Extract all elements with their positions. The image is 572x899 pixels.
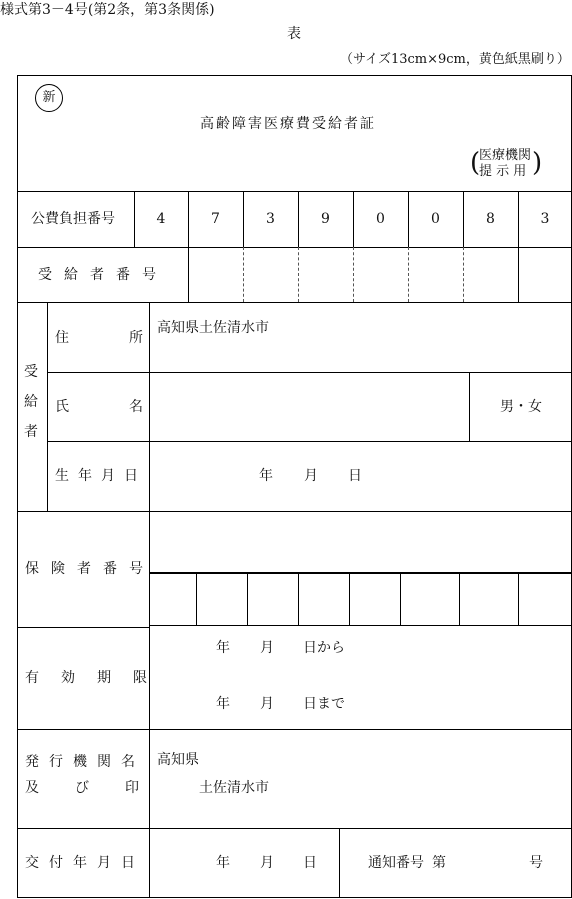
recipient-group-label: 受給者 bbox=[24, 364, 38, 440]
validity-from-year: 年 bbox=[216, 640, 230, 656]
certificate-frame bbox=[17, 75, 572, 898]
address-value: 高知県土佐清水市 bbox=[157, 320, 269, 336]
public-burden-digit: 4 bbox=[156, 211, 166, 227]
form-number: 様式第3－4号(第2条，第3条関係) bbox=[0, 2, 215, 18]
validity-label: 有効期限 bbox=[25, 670, 169, 686]
issuer-value-2: 土佐清水市 bbox=[199, 780, 269, 796]
notice-prefix: 第 bbox=[432, 855, 446, 871]
recipient-number-label: 受給者番号 bbox=[38, 267, 168, 283]
public-burden-label: 公費負担番号 bbox=[31, 211, 115, 227]
issue-month: 月 bbox=[260, 855, 274, 871]
provision-line-1: 医療機関 bbox=[479, 148, 532, 163]
issuer-label-1: 発行機関名 bbox=[25, 754, 145, 770]
sex-value: 男・女 bbox=[500, 399, 542, 415]
issuer-value-1: 高知県 bbox=[157, 752, 199, 768]
address-label: 住所 bbox=[55, 330, 203, 346]
issue-year: 年 bbox=[216, 855, 230, 871]
validity-to-month: 月 bbox=[260, 696, 274, 712]
public-burden-digit: 7 bbox=[211, 211, 220, 227]
issuer-label-2: 及び印 bbox=[25, 780, 175, 796]
public-burden-digit: 3 bbox=[540, 211, 550, 227]
provision-line-2: 提 示 用 bbox=[479, 164, 527, 179]
birth-day: 日 bbox=[348, 468, 362, 484]
validity-to-year: 年 bbox=[216, 696, 230, 712]
insurer-label: 保険者番号 bbox=[25, 561, 155, 577]
public-burden-digit: 0 bbox=[376, 211, 385, 227]
birth-label: 生年月日 bbox=[55, 468, 147, 484]
public-burden-digit: 3 bbox=[266, 211, 275, 227]
birth-year: 年 bbox=[259, 468, 273, 484]
birth-month: 月 bbox=[304, 468, 318, 484]
validity-from-day: 日から bbox=[303, 640, 345, 656]
notice-label: 通知番号 bbox=[368, 855, 424, 871]
public-burden-digit: 8 bbox=[486, 211, 495, 227]
public-burden-digit: 0 bbox=[431, 211, 440, 227]
issue-day: 日 bbox=[303, 855, 317, 871]
validity-to-day: 日まで bbox=[303, 696, 345, 712]
certificate-title: 高齢障害医療費受給者証 bbox=[200, 116, 376, 132]
issue-date-label: 交付年月日 bbox=[25, 855, 145, 871]
notice-suffix: 号 bbox=[529, 855, 543, 871]
public-burden-digit: 9 bbox=[321, 211, 330, 227]
provision-note: ( ) 医療機関 提 示 用 bbox=[470, 148, 543, 179]
validity-from-month: 月 bbox=[260, 640, 274, 656]
side-label: 表 bbox=[287, 26, 301, 42]
new-seal-icon: 新 bbox=[35, 84, 63, 112]
size-note: （サイズ13cm×9cm，黄色紙黒刷り） bbox=[340, 52, 570, 67]
name-label: 氏名 bbox=[55, 399, 203, 415]
